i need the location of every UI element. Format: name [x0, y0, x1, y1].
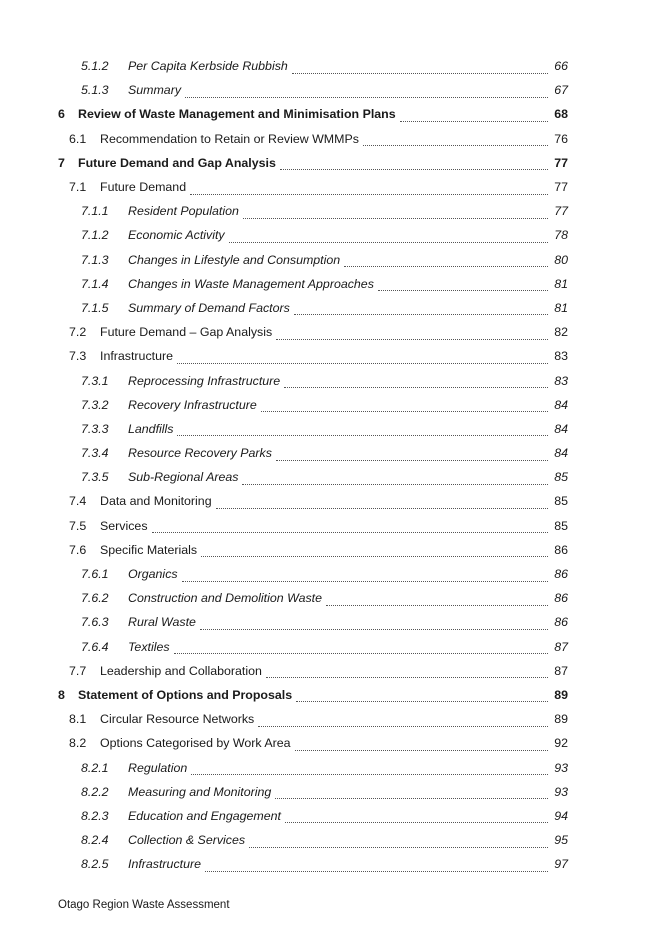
- toc-entry-title[interactable]: Textiles: [128, 639, 170, 654]
- toc-entry-page-number[interactable]: 93: [554, 784, 568, 799]
- toc-entry-page-number[interactable]: 86: [554, 615, 568, 630]
- toc-entry-page-number[interactable]: 81: [554, 300, 568, 315]
- toc-entry-number: 7.3.3: [81, 421, 109, 436]
- toc-entry-title[interactable]: Recovery Infrastructure: [128, 397, 257, 412]
- toc-entry-title[interactable]: Options Categorised by Work Area: [100, 736, 291, 751]
- dot-leader: [266, 665, 548, 678]
- toc-entry-title[interactable]: Infrastructure: [100, 349, 173, 364]
- toc-entry[interactable]: [0, 78, 645, 102]
- toc-entry[interactable]: [0, 562, 645, 586]
- toc-entry-title[interactable]: Circular Resource Networks: [100, 712, 255, 727]
- toc-entry[interactable]: [0, 780, 645, 804]
- toc-entry-number: 7.6.4: [81, 639, 109, 654]
- toc-entry[interactable]: [0, 828, 645, 852]
- dot-leader: [280, 157, 548, 170]
- toc-entry[interactable]: [0, 683, 645, 707]
- toc-entry-title[interactable]: Resource Recovery Parks: [128, 446, 272, 461]
- toc-entry-number: 7.1.4: [81, 276, 109, 291]
- toc-entry[interactable]: [0, 610, 645, 634]
- dot-leader: [242, 472, 548, 485]
- toc-entry-title[interactable]: Statement of Options and Proposals: [78, 687, 293, 702]
- dot-leader: [152, 520, 548, 533]
- dot-leader: [295, 738, 548, 751]
- dot-leader: [276, 448, 548, 461]
- toc-entry[interactable]: [0, 320, 645, 344]
- dot-leader: [243, 206, 548, 219]
- toc-entry-page-number[interactable]: 92: [554, 736, 568, 751]
- toc-entry-number: 7.3.4: [81, 446, 109, 461]
- toc-entry-page-number[interactable]: 97: [554, 857, 568, 872]
- toc-entry-number: 7.6.3: [81, 615, 109, 630]
- toc-entry-number: 8.2.2: [81, 784, 109, 799]
- toc-entry[interactable]: [0, 465, 645, 489]
- toc-entry-page-number[interactable]: 76: [554, 131, 568, 146]
- toc-entry-page-number[interactable]: 84: [554, 421, 568, 436]
- toc-entry[interactable]: [0, 804, 645, 828]
- toc-entry-page-number[interactable]: 94: [554, 808, 568, 823]
- toc-entry-number: 7.2: [69, 325, 87, 340]
- dot-leader: [400, 109, 548, 122]
- toc-entry-number: 5.1.3: [81, 83, 109, 98]
- toc-entry-number: 7.1.2: [81, 228, 109, 243]
- toc-entry-title[interactable]: Review of Waste Management and Minimisation Plans: [78, 107, 396, 122]
- toc-entry-number: 7.6: [69, 542, 87, 557]
- toc-entry-title[interactable]: Future Demand – Gap Analysis: [100, 325, 273, 340]
- toc-entry[interactable]: [0, 538, 645, 562]
- dot-leader: [284, 375, 548, 388]
- dot-leader: [201, 544, 548, 557]
- toc-entry-page-number[interactable]: 86: [554, 591, 568, 606]
- dot-leader: [185, 85, 548, 98]
- toc-entry[interactable]: [0, 586, 645, 610]
- toc-entry-page-number[interactable]: 83: [554, 349, 568, 364]
- dot-leader: [294, 302, 548, 315]
- toc-entry-page-number[interactable]: 66: [554, 59, 568, 74]
- dot-leader: [229, 230, 548, 243]
- toc-entry-number: 8.2.1: [81, 760, 109, 775]
- toc-entry-number: 7.3: [69, 349, 87, 364]
- toc-entry-number: 7.3.1: [81, 373, 109, 388]
- dot-leader: [296, 689, 548, 702]
- toc-entry-page-number[interactable]: 81: [554, 276, 568, 291]
- toc-entry-page-number[interactable]: 77: [554, 180, 568, 195]
- toc-entry-title[interactable]: Collection & Services: [128, 833, 246, 848]
- toc-entry-number: 8.2.3: [81, 808, 109, 823]
- toc-entry-number: 7.1.3: [81, 252, 109, 267]
- toc-entry-number: 7.4: [69, 494, 87, 509]
- toc-entry-number: 6.1: [69, 131, 87, 146]
- toc-entry-title[interactable]: Sub-Regional Areas: [128, 470, 239, 485]
- toc-entry[interactable]: [0, 635, 645, 659]
- toc-entry-title[interactable]: Economic Activity: [128, 228, 225, 243]
- toc-entry-number: 6: [58, 107, 65, 122]
- toc-entry-number: 8: [58, 687, 65, 702]
- toc-entry-number: 7.3.2: [81, 397, 109, 412]
- toc-entry-page-number[interactable]: 68: [554, 107, 568, 122]
- toc-entry-title[interactable]: Future Demand: [100, 180, 187, 195]
- table-of-contents: [0, 54, 645, 876]
- toc-entry-title[interactable]: Summary of Demand Factors: [128, 300, 290, 315]
- toc-entry[interactable]: [0, 127, 645, 151]
- toc-entry[interactable]: [0, 852, 645, 876]
- toc-entry-page-number[interactable]: 84: [554, 397, 568, 412]
- toc-entry-page-number[interactable]: 77: [554, 204, 568, 219]
- toc-entry-title[interactable]: Data and Monitoring: [100, 494, 212, 509]
- dot-leader: [182, 569, 548, 582]
- dot-leader: [326, 593, 548, 606]
- toc-entry-page-number[interactable]: 89: [554, 712, 568, 727]
- toc-entry-title[interactable]: Construction and Demolition Waste: [128, 591, 322, 606]
- toc-entry-number: 5.1.2: [81, 59, 109, 74]
- toc-entry[interactable]: [0, 441, 645, 465]
- dot-leader: [177, 423, 548, 436]
- toc-entry[interactable]: [0, 514, 645, 538]
- dot-leader: [292, 61, 548, 74]
- toc-entry-number: 7.3.5: [81, 470, 109, 485]
- toc-entry[interactable]: [0, 659, 645, 683]
- dot-leader: [261, 399, 548, 412]
- dot-leader: [216, 496, 548, 509]
- toc-entry-title[interactable]: Services: [100, 518, 148, 533]
- toc-entry[interactable]: [0, 248, 645, 272]
- toc-entry-title[interactable]: Per Capita Kerbside Rubbish: [128, 59, 288, 74]
- toc-entry-number: 8.2: [69, 736, 87, 751]
- dot-leader: [174, 641, 548, 654]
- toc-entry-page-number[interactable]: 87: [554, 663, 568, 678]
- dot-leader: [344, 254, 548, 267]
- toc-entry[interactable]: [0, 296, 645, 320]
- toc-entry-page-number[interactable]: 84: [554, 446, 568, 461]
- dot-leader: [363, 133, 548, 146]
- toc-entry-title[interactable]: Landfills: [128, 421, 174, 436]
- dot-leader: [190, 182, 548, 195]
- toc-entry[interactable]: [0, 175, 645, 199]
- toc-entry-title[interactable]: Future Demand and Gap Analysis: [78, 155, 276, 170]
- toc-entry-page-number[interactable]: 86: [554, 542, 568, 557]
- toc-entry-title[interactable]: Changes in Waste Management Approaches: [128, 276, 374, 291]
- dot-leader: [191, 762, 548, 775]
- dot-leader: [276, 327, 548, 340]
- toc-entry-number: 7.7: [69, 663, 87, 678]
- toc-entry[interactable]: [0, 199, 645, 223]
- toc-entry[interactable]: [0, 731, 645, 755]
- toc-entry-title[interactable]: Leadership and Collaboration: [100, 663, 262, 678]
- toc-entry-title[interactable]: Summary: [128, 83, 182, 98]
- toc-entry-page-number[interactable]: 86: [554, 567, 568, 582]
- toc-entry-title[interactable]: Rural Waste: [128, 615, 196, 630]
- toc-entry[interactable]: [0, 417, 645, 441]
- toc-entry[interactable]: [0, 368, 645, 392]
- toc-entry-title[interactable]: Education and Engagement: [128, 808, 281, 823]
- toc-entry-number: 7.6.2: [81, 591, 109, 606]
- toc-entry-number: 8.2.5: [81, 857, 109, 872]
- page-footer: Otago Region Waste Assessment: [58, 899, 230, 911]
- toc-entry-page-number[interactable]: 87: [554, 639, 568, 654]
- toc-entry-title[interactable]: Reprocessing Infrastructure: [128, 373, 281, 388]
- toc-entry-number: 7.1.5: [81, 300, 109, 315]
- toc-entry[interactable]: [0, 393, 645, 417]
- toc-entry[interactable]: [0, 489, 645, 513]
- toc-entry-title[interactable]: Regulation: [128, 760, 188, 775]
- toc-entry[interactable]: [0, 151, 645, 175]
- dot-leader: [177, 351, 548, 364]
- toc-entry[interactable]: [0, 223, 645, 247]
- toc-entry-title[interactable]: Infrastructure: [128, 857, 201, 872]
- toc-entry-title[interactable]: Measuring and Monitoring: [128, 784, 272, 799]
- toc-entry[interactable]: [0, 755, 645, 779]
- dot-leader: [205, 859, 548, 872]
- toc-entry-number: 7: [58, 155, 65, 170]
- toc-entry-page-number[interactable]: 67: [554, 83, 568, 98]
- toc-entry[interactable]: [0, 102, 645, 126]
- toc-entry-number: 7.5: [69, 518, 87, 533]
- toc-entry-number: 7.6.1: [81, 567, 109, 582]
- toc-entry-title[interactable]: Changes in Lifestyle and Consumption: [128, 252, 341, 267]
- dot-leader: [200, 617, 548, 630]
- dot-leader: [275, 786, 548, 799]
- toc-entry-page-number[interactable]: 80: [554, 252, 568, 267]
- toc-entry-page-number[interactable]: 89: [554, 687, 568, 702]
- toc-entry-page-number[interactable]: 93: [554, 760, 568, 775]
- dot-leader: [378, 278, 548, 291]
- toc-entry-page-number[interactable]: 83: [554, 373, 568, 388]
- toc-entry-title[interactable]: Organics: [128, 567, 178, 582]
- toc-entry-page-number[interactable]: 95: [554, 833, 568, 848]
- toc-entry-page-number[interactable]: 77: [554, 155, 568, 170]
- toc-entry-title[interactable]: Specific Materials: [100, 542, 198, 557]
- toc-entry-page-number[interactable]: 85: [554, 470, 568, 485]
- toc-entry-page-number[interactable]: 85: [554, 494, 568, 509]
- toc-entry[interactable]: [0, 707, 645, 731]
- toc-entry-page-number[interactable]: 78: [554, 228, 568, 243]
- dot-leader: [285, 810, 548, 823]
- toc-entry-number: 8.1: [69, 712, 87, 727]
- toc-entry-page-number[interactable]: 85: [554, 518, 568, 533]
- dot-leader: [258, 714, 548, 727]
- toc-entry-page-number[interactable]: 82: [554, 325, 568, 340]
- dot-leader: [249, 835, 548, 848]
- toc-entry[interactable]: [0, 54, 645, 78]
- toc-entry-number: 8.2.4: [81, 833, 109, 848]
- toc-entry-number: 7.1.1: [81, 204, 109, 219]
- toc-entry[interactable]: [0, 344, 645, 368]
- toc-entry-title[interactable]: Recommendation to Retain or Review WMMPs: [100, 131, 359, 146]
- toc-entry-title[interactable]: Resident Population: [128, 204, 239, 219]
- toc-entry-number: 7.1: [69, 180, 87, 195]
- toc-entry[interactable]: [0, 272, 645, 296]
